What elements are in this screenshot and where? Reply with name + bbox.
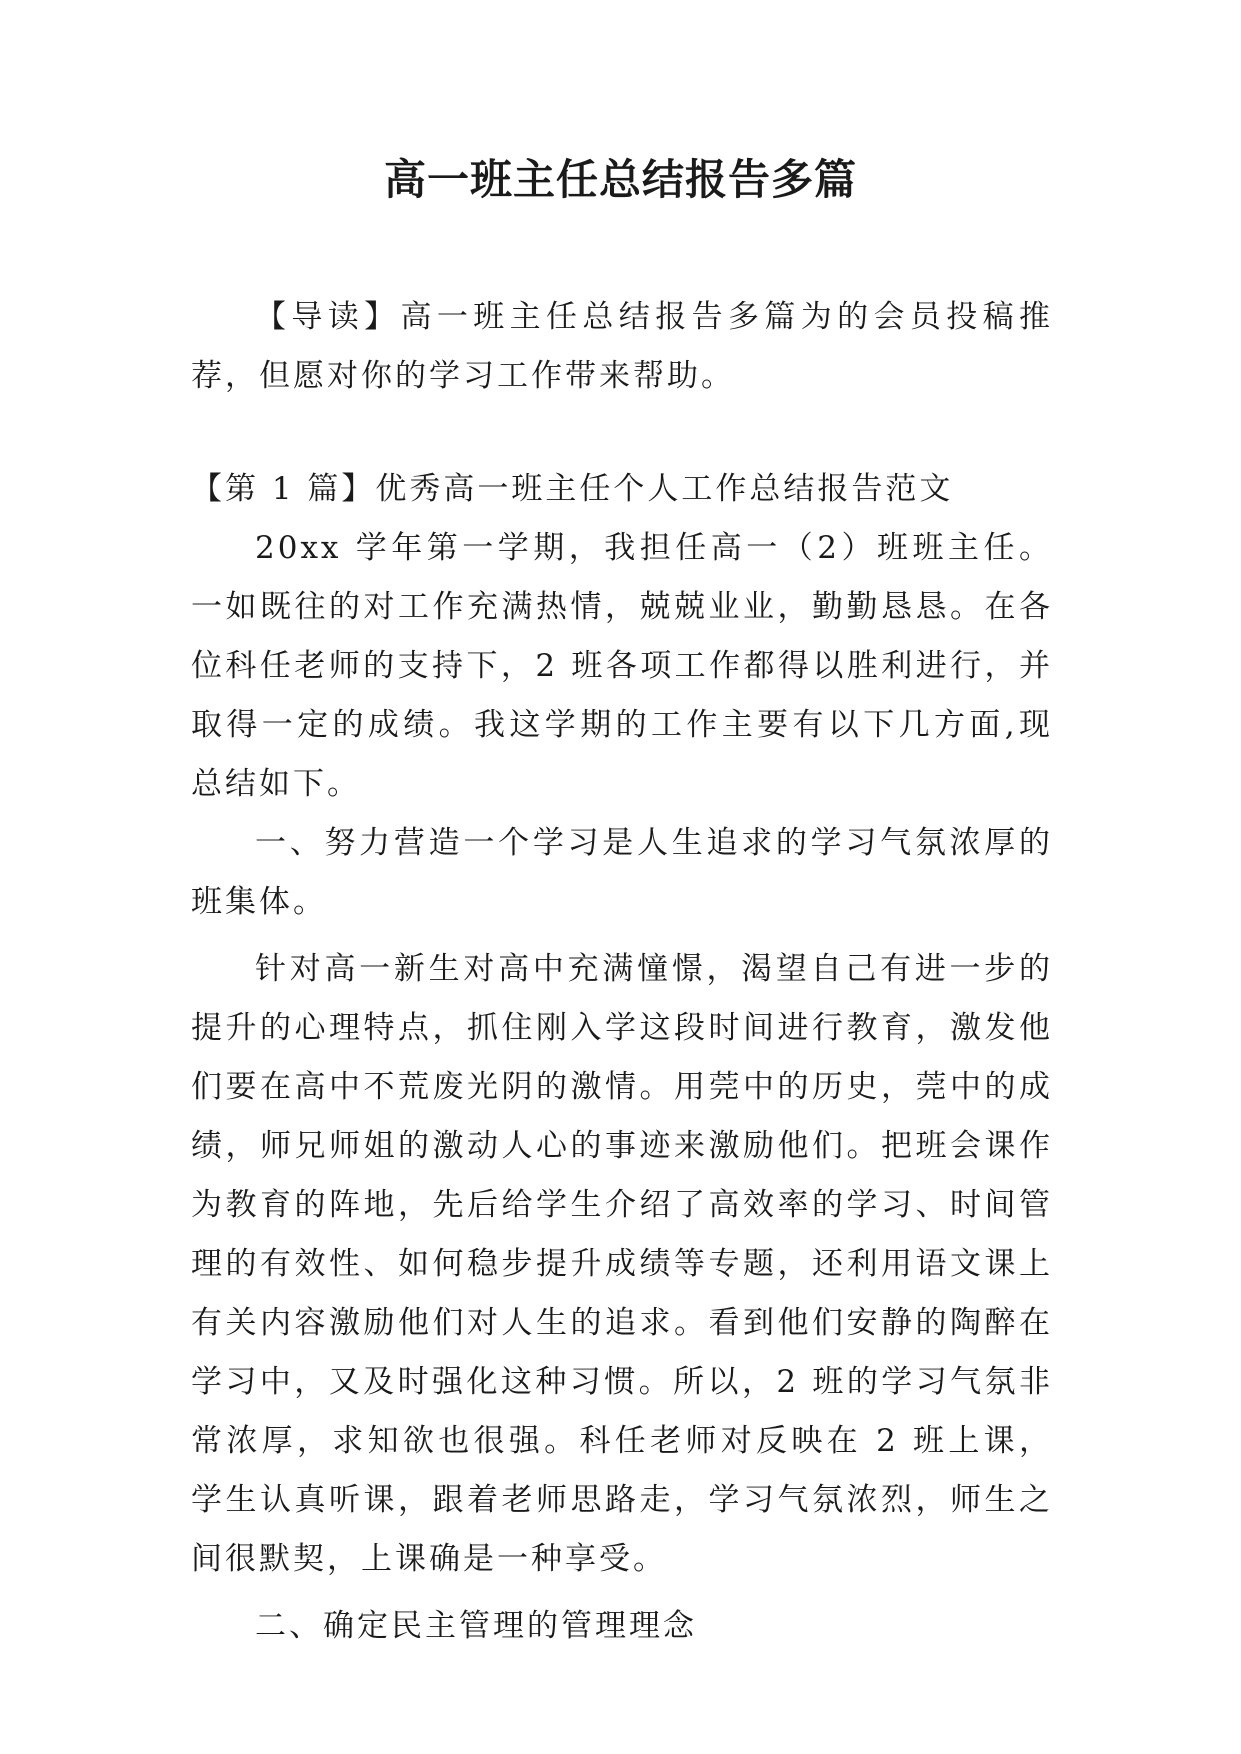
subheading-one: 一、努力营造一个学习是人生追求的学习气氛浓厚的班集体。 bbox=[191, 825, 1053, 920]
body-paragraph: 针对高一新生对高中充满憧憬，渴望自己有进一步的提升的心理特点，抓住刚入学这段时间进行教育，激发他们要在高中不荒废光阴的激情。用莞中的历史，莞中的成绩，师兄师姐的激动人心的事迹来激励他们。把班会课作为教育的阵地，先后给学生介绍了高效率的学习、时间管理的有效性、如何稳步提升成绩等专题，还利用语文课上有关内容激励他们对人生的追求。看到他们安静的陶醉在学习中，又及时强化这种习惯。所以，2 班的学习气氛非常浓厚，求知欲也很强。科任老师对反映在 2 班上课，学生认真听课，跟着老师思路走，学习气氛浓烈，师生之间很默契，上课确是一种享受。 bbox=[191, 951, 1053, 1577]
article-body bbox=[191, 460, 1053, 1656]
intro-block bbox=[191, 288, 1053, 406]
document-title: 高一班主任总结报告多篇 bbox=[383, 155, 857, 204]
section-heading: 【第 1 篇】优秀高一班主任个人工作总结报告范文 bbox=[191, 471, 954, 507]
body-paragraph: 20xx 学年第一学期，我担任高一（2）班班主任。一如既往的对工作充满热情，兢兢业业，勤勤恳恳。在各位科任老师的支持下，2 班各项工作都得以胜利进行，并取得一定的成绩。我这学期的工作主要有以下几方面,现总结如下。 bbox=[191, 530, 1053, 802]
intro-paragraph: 【导读】高一班主任总结报告多篇为的会员投稿推荐，但愿对你的学习工作带来帮助。 bbox=[191, 299, 1053, 394]
subheading-two: 二、确定民主管理的管理理念 bbox=[255, 1608, 697, 1644]
